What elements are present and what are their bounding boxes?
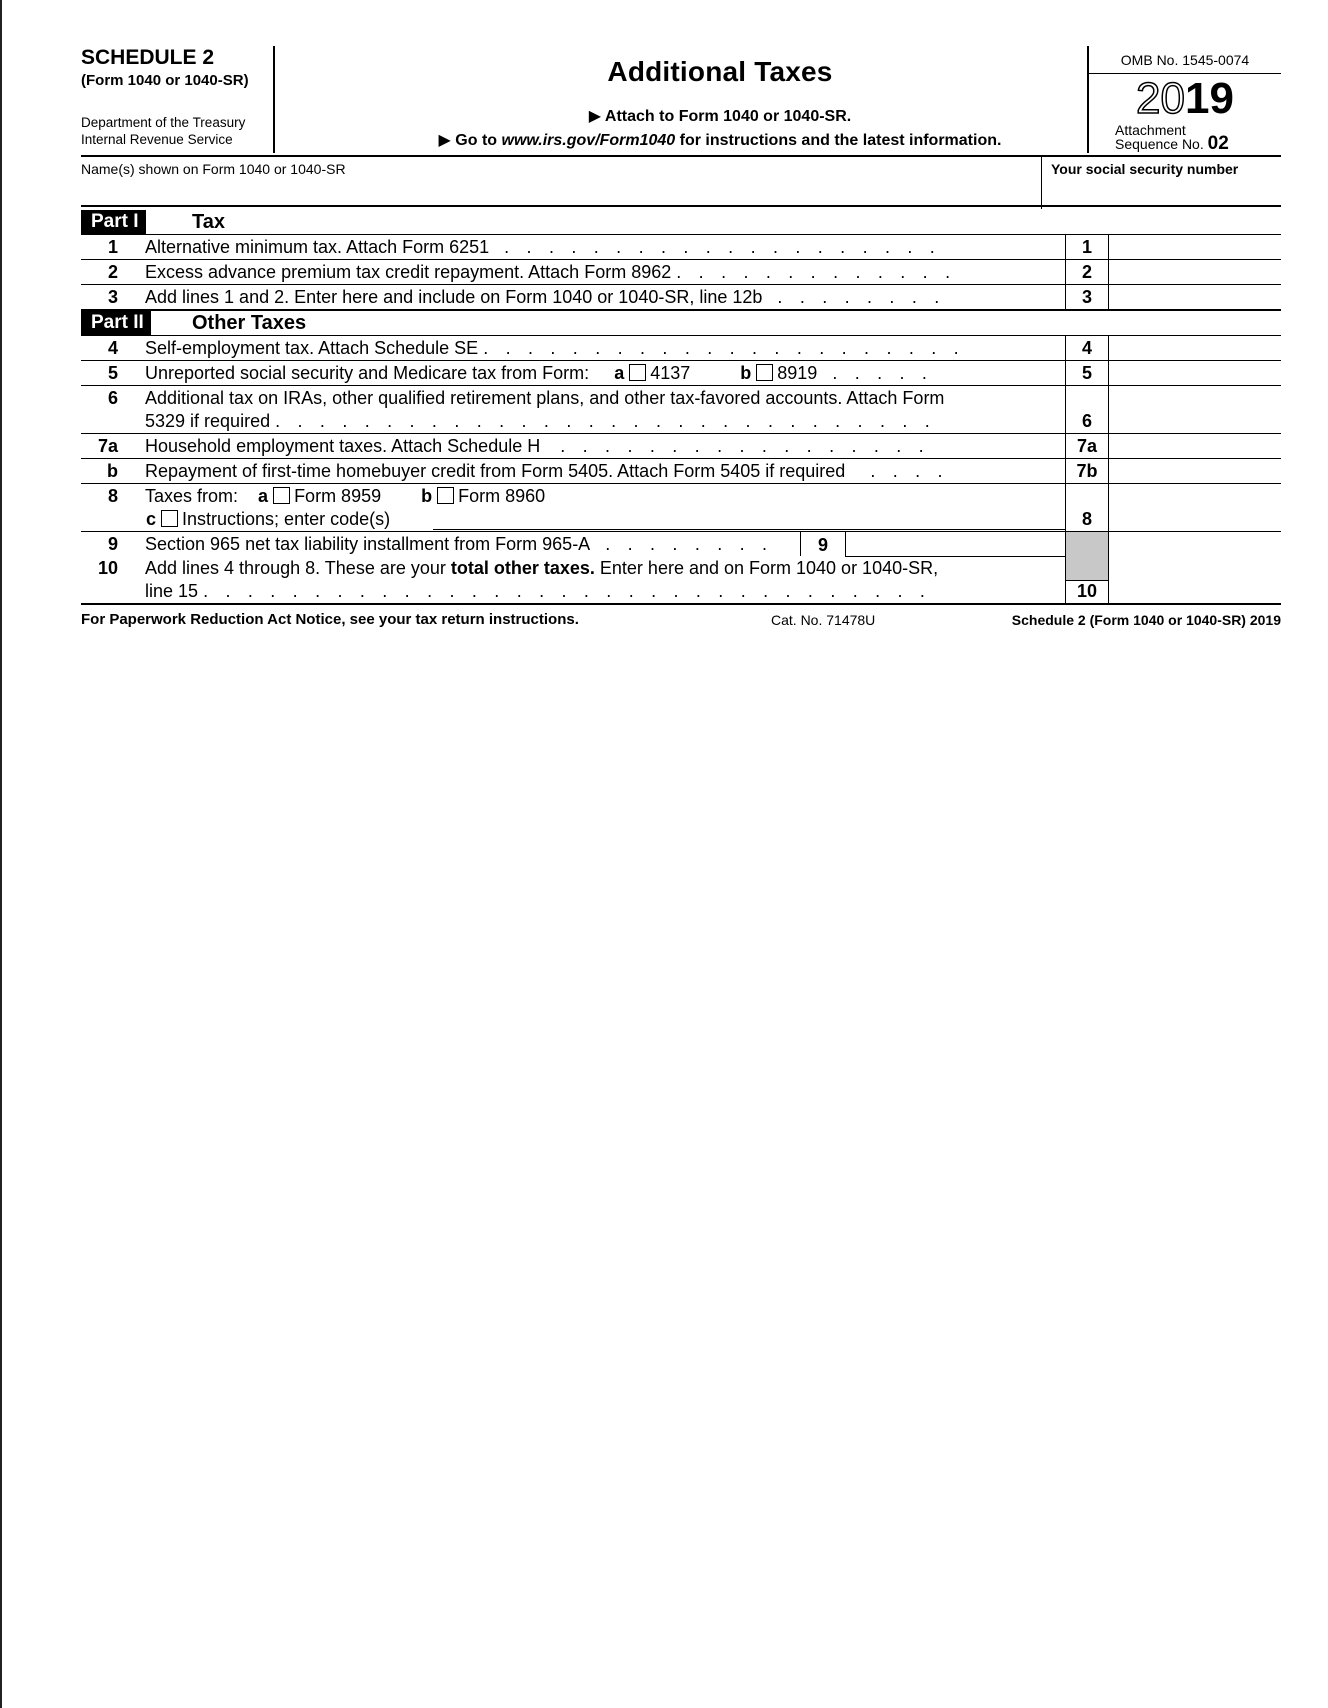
sequence-number: 02	[1207, 133, 1229, 154]
line-text: Repayment of first-time homebuyer credit from Form 5405. Attach Form 5405 if required . . . .	[145, 461, 949, 481]
line-5-amount[interactable]	[1109, 361, 1281, 385]
line-box: 4	[1065, 336, 1109, 360]
department-line-1: Department of the Treasury	[81, 115, 246, 130]
header-right	[1087, 46, 1281, 153]
line-10	[81, 556, 1281, 603]
line-8	[81, 484, 1281, 532]
tax-year-outline: 20	[1136, 74, 1185, 123]
line-number: 10	[97, 558, 118, 578]
line-box: 5	[1065, 361, 1109, 385]
line-6	[81, 386, 1281, 434]
line-text-1: Add lines 4 through 8. These are your total other taxes. Enter here and on Form 1040 or 1040-SR,	[145, 558, 939, 578]
line-box: 3	[1065, 285, 1109, 309]
line-1-amount[interactable]	[1109, 235, 1281, 259]
line-2-amount[interactable]	[1109, 260, 1281, 284]
line-6-amount[interactable]	[1109, 386, 1281, 433]
tax-year	[1089, 74, 1281, 123]
line-number: 8	[107, 486, 118, 506]
line-number: 4	[107, 338, 118, 358]
attachment-label: Attachment	[1115, 122, 1186, 138]
schedule-2-form	[81, 46, 1281, 635]
line-box: 8	[1065, 484, 1109, 531]
line-5	[81, 361, 1281, 386]
department-line-2: Internal Revenue Service	[81, 132, 233, 147]
line-box: 7a	[1065, 434, 1109, 458]
form-title: Additional Taxes	[607, 56, 833, 87]
part-2-header	[81, 311, 1281, 336]
line-9-amount[interactable]	[845, 532, 1065, 557]
line-7b	[81, 459, 1281, 484]
line-7b-amount[interactable]	[1109, 459, 1281, 483]
line-4	[81, 336, 1281, 361]
goto-prefix: ▶ Go to	[438, 132, 502, 149]
instructions-checkbox[interactable]	[161, 510, 178, 527]
form-footer	[81, 603, 1281, 635]
part-1-label: Part I	[81, 210, 146, 234]
line-text-2: 5329 if required . . . . . . . . . . . . . . . . . . . . . . . . . . . . . .	[145, 411, 936, 431]
line-number: 1	[107, 237, 118, 257]
omb-number: OMB No. 1545-0074	[1089, 46, 1281, 74]
line-number: 5	[107, 363, 118, 383]
line-number: b	[107, 461, 118, 481]
line-number: 7a	[97, 436, 118, 456]
attach-instruction: ▶ Attach to Form 1040 or 1040-SR.	[588, 108, 852, 125]
line-text: Household employment taxes. Attach Schedule H . . . . . . . . . . . . . . . . .	[145, 436, 930, 456]
line-7a-amount[interactable]	[1109, 434, 1281, 458]
department	[81, 114, 245, 148]
line-text: Self-employment tax. Attach Schedule SE . . . . . . . . . . . . . . . . . . . . . .	[145, 338, 965, 358]
form-8959-checkbox[interactable]	[273, 487, 290, 504]
goto-instruction	[275, 130, 1165, 150]
irs-link[interactable]: www.irs.gov/Form1040	[501, 132, 676, 149]
line-number: 2	[107, 262, 118, 282]
code-entry-field[interactable]	[433, 529, 1065, 530]
line-text-2: c Instructions; enter code(s)	[146, 509, 391, 529]
line-10-amount[interactable]	[1109, 531, 1281, 604]
line-text: Excess advance premium tax credit repayment. Attach Form 8962 . . . . . . . . . . . . .	[145, 262, 957, 282]
name-field[interactable]: Name(s) shown on Form 1040 or 1040-SR	[81, 161, 346, 177]
line-number: 9	[107, 534, 118, 554]
line-7a	[81, 434, 1281, 459]
name-row	[81, 157, 1281, 207]
part-2-title: Other Taxes	[192, 312, 307, 334]
line-text: Section 965 net tax liability installment from Form 965-A . . . . . . . .	[145, 534, 774, 554]
line-box: 6	[1065, 386, 1109, 433]
form-8960-checkbox[interactable]	[437, 487, 454, 504]
part-1-title: Tax	[192, 211, 225, 233]
line-box: 7b	[1065, 459, 1109, 483]
catalog-number: Cat. No. 71478U	[771, 612, 876, 628]
line-number: 3	[107, 287, 118, 307]
goto-suffix: for instructions and the latest information.	[675, 132, 1002, 149]
line-box: 10	[1065, 580, 1109, 603]
line-text: Alternative minimum tax. Attach Form 6251 . . . . . . . . . . . . . . . . . . . .	[145, 237, 941, 257]
line-9	[81, 532, 1281, 556]
header-center	[275, 46, 1165, 150]
schedule-label: SCHEDULE 2	[81, 46, 215, 69]
ssn-field[interactable]: Your social security number	[1041, 157, 1238, 209]
header-left	[81, 46, 275, 153]
line-box: 1	[1065, 235, 1109, 259]
line-text-1: Additional tax on IRAs, other qualified retirement plans, and other tax-favored accounts. Attach Form	[145, 388, 945, 408]
sequence-label: Sequence No.	[1115, 136, 1204, 152]
line-8-amount[interactable]	[1109, 484, 1281, 531]
paperwork-notice: For Paperwork Reduction Act Notice, see your tax return instructions.	[81, 611, 579, 628]
part-2-label: Part II	[81, 311, 151, 335]
form-header	[81, 46, 1281, 157]
line-1	[81, 235, 1281, 260]
line-text-1: Taxes from: a Form 8959 b Form 8960	[145, 486, 546, 506]
page-left-border	[0, 0, 2, 1708]
form-8919-checkbox[interactable]	[756, 364, 773, 381]
line-4-amount[interactable]	[1109, 336, 1281, 360]
line-3-amount[interactable]	[1109, 285, 1281, 309]
line-box: 2	[1065, 260, 1109, 284]
line-text-2: line 15 . . . . . . . . . . . . . . . . . . . . . . . . . . . . . . . . .	[145, 581, 932, 601]
tax-year-bold: 19	[1185, 74, 1234, 123]
form-reference: (Form 1040 or 1040-SR)	[81, 72, 249, 89]
form-identifier: Schedule 2 (Form 1040 or 1040-SR) 2019	[1011, 612, 1281, 628]
line-2	[81, 260, 1281, 285]
line-3	[81, 285, 1281, 311]
line-number: 6	[107, 388, 118, 408]
line-text: Unreported social security and Medicare tax from Form: a 4137 b 8919 . . . . .	[145, 363, 934, 383]
form-4137-checkbox[interactable]	[629, 364, 646, 381]
part-1-header	[81, 210, 1281, 235]
line-text: Add lines 1 and 2. Enter here and include on Form 1040 or 1040-SR, line 12b . . . . . . . .	[145, 287, 946, 307]
attachment-sequence	[1089, 122, 1281, 154]
line-9-box: 9	[800, 532, 846, 556]
